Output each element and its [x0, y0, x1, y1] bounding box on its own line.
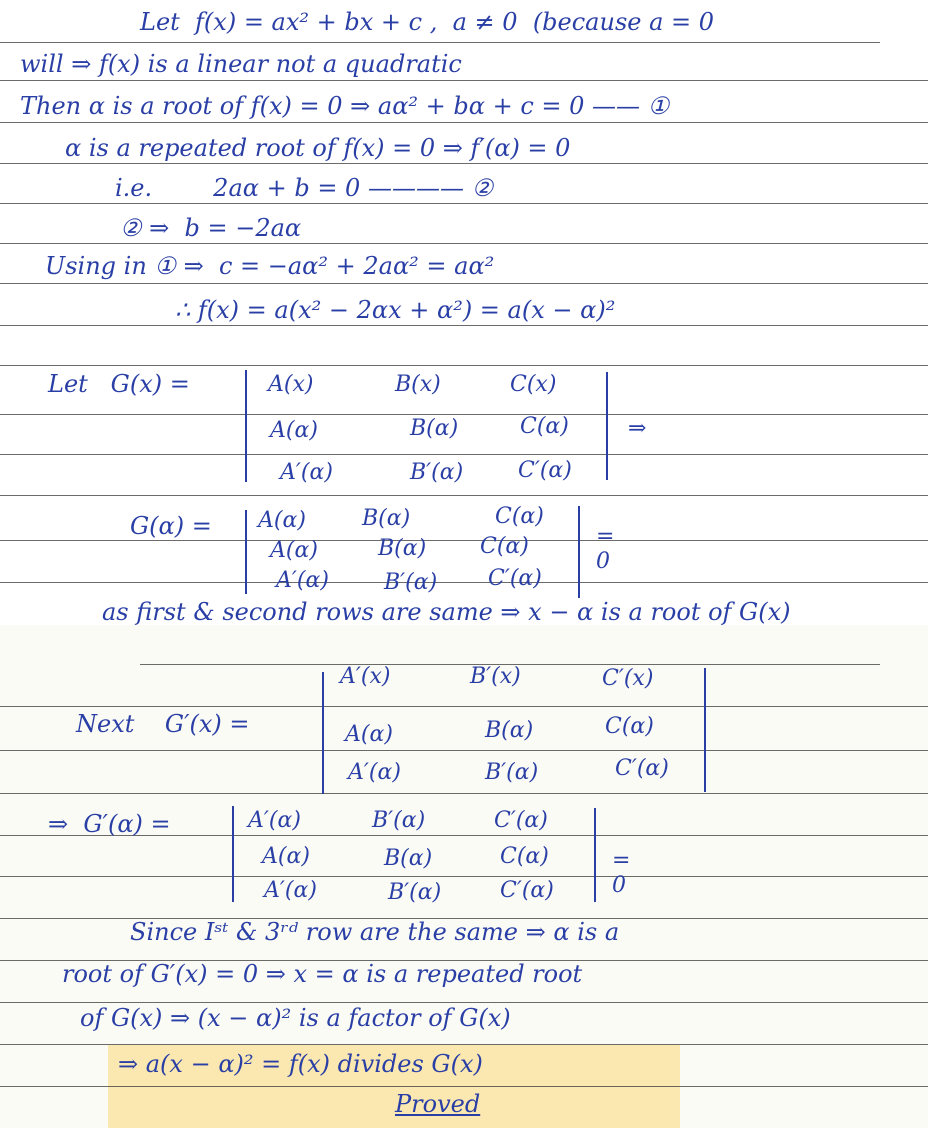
determinant-lhs: ⇒ G′(α) = [48, 810, 171, 838]
matrix-cell: A(α) [345, 722, 393, 747]
matrix-cell: B′(α) [485, 760, 539, 785]
matrix-cell: C(α) [495, 504, 544, 529]
ruled-line [0, 80, 928, 81]
matrix-cell: C′(α) [500, 878, 554, 903]
text-line-conclusion: ⇒ a(x − α)² = f(x) divides G(x) [118, 1050, 483, 1078]
matrix-cell: B′(α) [372, 808, 426, 833]
ruled-line [0, 793, 928, 794]
ruled-line [0, 706, 928, 707]
matrix-cell: A′(x) [340, 664, 391, 689]
matrix-cell: C′(x) [602, 666, 654, 691]
equals-zero: = 0 [596, 524, 615, 574]
matrix-cell: B(α) [362, 506, 411, 531]
matrix-cell: B(α) [384, 846, 433, 871]
matrix-cell: A′(α) [264, 878, 317, 903]
matrix-cell: B(x) [395, 372, 441, 397]
ruled-line [0, 283, 928, 284]
text-line-factor: of G(x) ⇒ (x − α)² is a factor of G(x) [80, 1004, 511, 1032]
ruled-line [0, 1086, 928, 1087]
matrix-cell: A′(α) [348, 760, 401, 785]
matrix-cell: A(x) [268, 372, 314, 397]
ruled-line [0, 42, 880, 43]
ruled-line [0, 325, 928, 326]
matrix-cell: C′(α) [494, 808, 548, 833]
text-line-b-value: ② ⇒ b = −2aα [120, 214, 302, 242]
text-line-repeated-root: α is a repeated root of f(x) = 0 ⇒ f′(α) = 0 [65, 134, 571, 162]
matrix-cell: C(α) [480, 534, 529, 559]
ruled-line [0, 203, 928, 204]
determinant-lhs: Let G(x) = [48, 370, 190, 398]
ruled-line [0, 1044, 928, 1045]
matrix-cell: C′(α) [518, 458, 572, 483]
determinant-right-bar [578, 506, 580, 598]
ruled-line [0, 1002, 928, 1003]
determinant-right-bar [606, 372, 608, 480]
matrix-cell: A′(α) [280, 460, 333, 485]
matrix-cell: C′(α) [488, 566, 542, 591]
ruled-line [0, 365, 928, 366]
ruled-line [0, 243, 928, 244]
text-line-derivative-eq: i.e. 2aα + b = 0 ———— ② [115, 174, 494, 202]
ruled-line [0, 454, 928, 455]
matrix-cell: B′(α) [410, 460, 464, 485]
matrix-cell: B(α) [485, 718, 534, 743]
proved-label: Proved [395, 1090, 481, 1118]
determinant-left-bar [245, 370, 247, 482]
matrix-cell: C(α) [605, 714, 654, 739]
determinant-left-bar [232, 806, 234, 902]
ruled-line [0, 540, 928, 541]
matrix-cell: A(α) [270, 538, 318, 563]
determinant-left-bar [245, 510, 247, 594]
ruled-line [0, 163, 928, 164]
text-line-linear-note: will ⇒ f(x) is a linear not a quadratic [20, 50, 462, 78]
matrix-cell: C(x) [510, 372, 557, 397]
text-line-repeated-root-G: root of G′(x) = 0 ⇒ x = α is a repeated root [62, 960, 583, 988]
matrix-cell: B(α) [378, 536, 427, 561]
text-line-c-value: Using in ① ⇒ c = −aα² + 2aα² = aα² [45, 252, 495, 280]
ruled-line [0, 414, 928, 415]
text-line-factored-form: ∴ f(x) = a(x² − 2αx + α²) = a(x − α)² [175, 296, 616, 324]
matrix-cell: B(α) [410, 416, 459, 441]
matrix-cell: A′(α) [276, 568, 329, 593]
matrix-cell: B′(α) [384, 570, 438, 595]
matrix-cell: B′(x) [470, 664, 521, 689]
matrix-cell: A(α) [262, 844, 310, 869]
text-line-root-condition: Then α is a root of f(x) = 0 ⇒ aα² + bα + c = 0 —— ① [20, 92, 670, 120]
ruled-line [0, 876, 928, 877]
matrix-cell: C(α) [500, 844, 549, 869]
ruled-line [0, 750, 928, 751]
matrix-cell: C′(α) [615, 756, 669, 781]
matrix-cell: A′(α) [248, 808, 301, 833]
implies-symbol: ⇒ [628, 416, 647, 441]
text-line-definition: Let f(x) = ax² + bx + c , a ≠ 0 (because a = 0 [140, 8, 715, 36]
text-line-rows-same: Since Iˢᵗ & 3ʳᵈ row are the same ⇒ α is a [130, 918, 620, 946]
ruled-line [0, 122, 928, 123]
determinant-lhs: G(α) = [130, 512, 212, 540]
text-line-first-second-rows: as first & second rows are same ⇒ x − α is a root of G(x) [102, 598, 791, 626]
determinant-lhs: Next G′(x) = [76, 710, 250, 738]
matrix-cell: A(α) [258, 508, 306, 533]
ruled-line [0, 582, 928, 583]
determinant-left-bar [322, 672, 324, 794]
ruled-line [0, 495, 928, 496]
determinant-right-bar [594, 808, 596, 902]
matrix-cell: A(α) [270, 418, 318, 443]
matrix-cell: B′(α) [388, 880, 442, 905]
determinant-right-bar [704, 668, 706, 792]
matrix-cell: C(α) [520, 414, 569, 439]
equals-zero: = 0 [612, 848, 631, 898]
